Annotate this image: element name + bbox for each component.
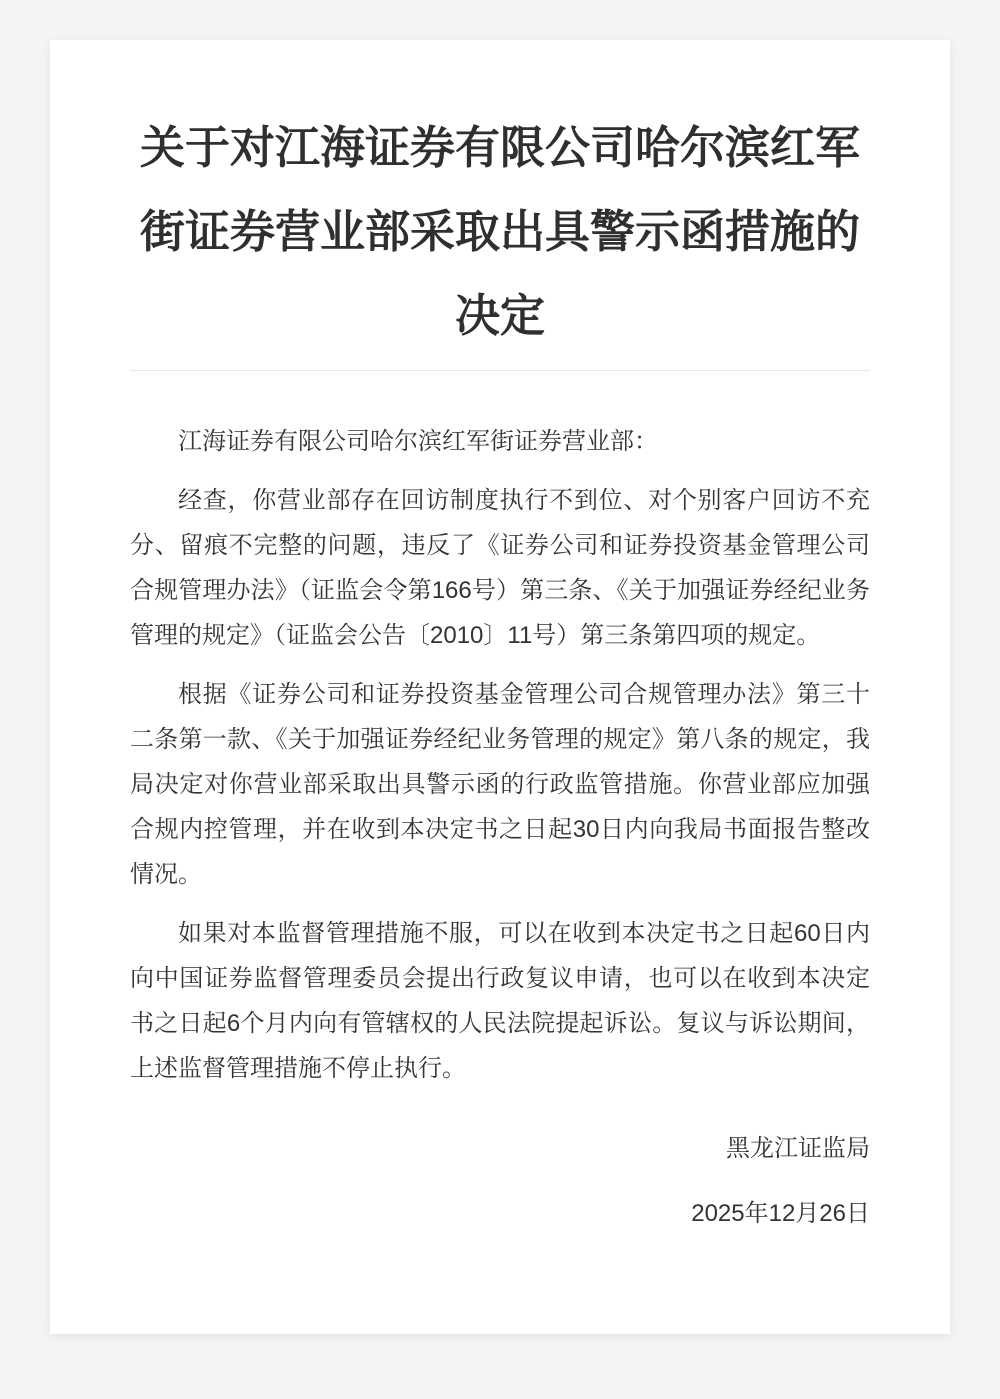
issue-date: 2025年12月26日 <box>691 1200 870 1227</box>
document-card <box>50 40 950 1334</box>
paragraph-decision: 根据《证券公司和证券投资基金管理公司合规管理办法》第三十二条第一款、《关于加强证券经纪业务管理的规定》第八条的规定，我局决定对你营业部采取出具警示函的行政监管措施。你营业部应加强合规内控管理，并在收到本决定书之日起30日内向我局书面报告整改情况。 <box>130 681 870 888</box>
paragraph-appeal-rights: 如果对本监督管理措施不服，可以在收到本决定书之日起60日内向中国证券监督管理委员会提出行政复议申请，也可以在收到本决定书之日起6个月内向有管辖权的人民法院提起诉讼。复议与诉讼期间，上述监督管理措施不停止执行。 <box>130 920 870 1082</box>
issuer-name: 黑龙江证监局 <box>726 1135 870 1162</box>
salutation: 江海证券有限公司哈尔滨红军街证券营业部： <box>178 428 658 455</box>
paragraph-findings: 经查，你营业部存在回访制度执行不到位、对个别客户回访不充分、留痕不完整的问题，违反了《证券公司和证券投资基金管理公司合规管理办法》（证监会令第166号）第三条、《关于加强证券经纪业务管理的规定》（证监会公告〔2010〕11号）第三条第四项的规定。 <box>130 487 870 649</box>
page-background <box>0 40 1000 1399</box>
title-divider <box>130 370 870 371</box>
document-title: 关于对江海证券有限公司哈尔滨红军街证券营业部采取出具警示函措施的决定 <box>139 122 860 341</box>
